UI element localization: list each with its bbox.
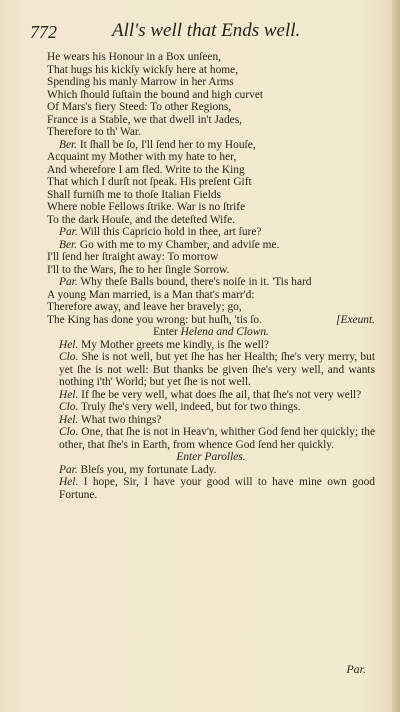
speech-text: I hope, Sir, I have your good will to have mine own good Fortune.: [59, 476, 375, 501]
verse-line: Of Mars's fiery Steed: To other Regions,: [47, 101, 232, 113]
verse-line: To the dark Houſe, and the deteſted Wife.: [47, 213, 235, 226]
speaker-name: Ber.: [59, 238, 78, 251]
stage-direction: [47, 326, 375, 339]
speech-text: Truly ſhe's very well, indeed, but for two things.: [80, 401, 301, 413]
page-header: [30, 20, 370, 44]
speech-line: [47, 226, 375, 239]
stage-direction-exeunt: [Exeunt.: [336, 313, 375, 326]
speech-text: One, that ſhe is not in Heav'n, whither God ſend her quickly; the other, that ſhe's in Earth, from whence God ſend her quickly.: [59, 426, 375, 451]
speech-text: If ſhe be very well, what does ſhe ail, that ſhe's not very well?: [81, 388, 362, 401]
speaker-name: Par.: [59, 276, 78, 288]
verse-line: [47, 314, 375, 327]
speech-text: My Mother greets me kindly, is ſhe well?: [81, 338, 269, 351]
speaker-name: Par.: [59, 463, 78, 476]
speech-text: Will this Capricio hold in thee, art ſure?: [80, 226, 262, 238]
prose-speech: [47, 426, 375, 451]
enter-word: Enter: [153, 326, 178, 338]
verse-line: A young Man married, is a Man that's marr'd:: [47, 288, 255, 301]
verse-line: Which ſhould ſuſtain the bound and high curvet: [47, 88, 264, 101]
running-title: All's well that Ends well.: [112, 20, 301, 41]
stage-direction: Enter Parolles.: [176, 451, 246, 463]
page-number: 772: [30, 22, 57, 42]
verse-line: France is a Stable, we that dwell in't Jades,: [47, 113, 243, 126]
speech-line: [47, 401, 375, 414]
verse-line: Spending his manly Marrow in her Arms: [47, 76, 234, 88]
speech-line: [47, 239, 375, 252]
prose-speech: [47, 476, 375, 501]
speech-text: The King has done you wrong: but huſh, 'tis ſo.: [47, 313, 262, 326]
speaker-name: Par.: [59, 226, 78, 238]
verse-line: Therefore away, and leave her bravely; go,: [47, 301, 242, 313]
speech-line: [47, 276, 375, 289]
catchword: Par.: [346, 662, 366, 676]
prose-speech: [47, 389, 375, 402]
entering-characters: Helena and Clown.: [180, 326, 269, 338]
speaker-name: Hel.: [59, 388, 79, 401]
speech-text: Go with me to my Chamber, and adviſe me.: [79, 238, 280, 251]
verse-line: He wears his Honour in a Box unſeen,: [47, 51, 221, 63]
speech-line: [47, 414, 375, 427]
play-text: [47, 51, 375, 501]
verse-line: I'll to the Wars, ſhe to her ſingle Sorrow.: [47, 263, 230, 276]
speech-line: [47, 139, 375, 152]
page-edge: [392, 0, 400, 712]
prose-speech: [47, 351, 375, 389]
verse-line: That which I durſt not ſpeak. His preſent Gift: [47, 176, 252, 188]
speaker-name: Ber.: [59, 138, 78, 151]
speech-text: Bleſs you, my fortunate Lady.: [80, 463, 217, 476]
verse-line: And wherefore I am fled. Write to the King: [47, 163, 245, 176]
verse-line: I'll ſend her ſtraight away: To morrow: [47, 251, 219, 263]
speaker-name: Clo.: [59, 351, 79, 363]
speaker-name: Hel.: [59, 338, 79, 351]
speaker-name: Clo.: [59, 426, 79, 438]
speech-line: [47, 464, 375, 477]
speech-text: What two things?: [80, 413, 162, 426]
speech-text: It ſhall be ſo, I'll ſend her to my Houſe,: [79, 138, 256, 151]
verse-line: Shall furniſh me to thoſe Italian Fields: [47, 188, 221, 201]
verse-line: That hugs his kickſy wickſy here at home,: [47, 63, 239, 76]
speaker-name: Hel.: [59, 476, 79, 488]
speaker-name: Hel.: [59, 413, 79, 426]
speech-text: She is not well, but yet ſhe has her Health; ſhe's very merry, but yet ſhe is not well: But thanks be given ſhe's very well, and wants nothing i'th' World; but yet ſhe is not well.: [59, 351, 375, 388]
speech-text: Why theſe Balls bound, there's noiſe in it. 'Tis hard: [80, 276, 312, 288]
verse-line: Acquaint my Mother with my hate to her,: [47, 151, 237, 163]
speech-line: [47, 339, 375, 352]
speaker-name: Clo.: [59, 401, 79, 413]
verse-line: Where noble Fellows ſtrike. War is no ſtrife: [47, 201, 246, 213]
verse-line: Therefore to th' War.: [47, 126, 141, 138]
